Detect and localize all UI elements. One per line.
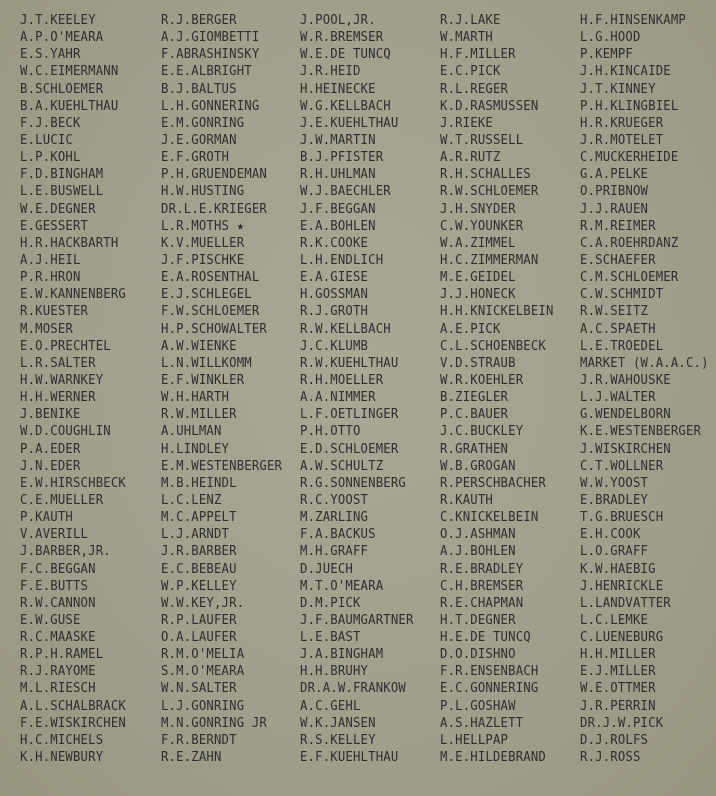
honor-roll-name: E.A.ROSENTHAL	[161, 270, 260, 286]
honor-roll-name: A.C.SPAETH	[580, 321, 656, 337]
honor-roll-name: R.J.ROSS	[580, 750, 641, 766]
honor-roll-name: J.T.KINNEY	[580, 81, 656, 97]
honor-roll-name: J.R.MOTELET	[580, 132, 664, 148]
honor-roll-name: L.E.TROEDEL	[580, 338, 664, 354]
honor-roll-name: L.F.OETLINGER	[300, 407, 399, 423]
honor-roll-name: DR.J.W.PICK	[580, 715, 664, 731]
honor-roll-name: L.H.GONNERING	[161, 98, 260, 114]
honor-roll-name: R.PERSCHBACHER	[440, 475, 546, 491]
honor-roll-name: R.K.COOKE	[300, 235, 369, 251]
honor-roll-name: W.E.DEGNER	[20, 201, 96, 217]
honor-roll-name: C.T.WOLLNER	[580, 458, 664, 474]
honor-roll-name: K.E.WESTENBERGER	[580, 424, 702, 440]
honor-roll-name: R.C.YOOST	[300, 492, 369, 508]
honor-roll-name: E.F.KUEHLTHAU	[300, 750, 399, 766]
honor-roll-name: A.R.RUTZ	[440, 150, 501, 166]
honor-roll-name: A.E.PICK	[440, 321, 501, 337]
honor-roll-name: L.LANDVATTER	[580, 595, 671, 611]
name-column-4	[440, 12, 562, 766]
honor-roll-name: J.R.HEID	[300, 64, 361, 80]
honor-roll-name: W.C.EIMERMANN	[20, 64, 119, 80]
honor-roll-name: R.E.BRADLEY	[440, 561, 524, 577]
honor-roll-name: A.S.HAZLETT	[440, 715, 524, 731]
honor-roll-name: F.R.ENSENBACH	[440, 664, 539, 680]
honor-roll-name: O.PRIBNOW	[580, 184, 649, 200]
honor-roll-name: L.H.ENDLICH	[300, 252, 384, 268]
honor-roll-name: F.ABRASHINSKY	[161, 47, 260, 63]
honor-roll-name: J.A.BINGHAM	[300, 647, 384, 663]
honor-roll-name: E.M.WESTENBERGER	[161, 458, 283, 474]
honor-roll-name: E.GESSERT	[20, 218, 89, 234]
honor-roll-name: G.WENDELBORN	[580, 407, 671, 423]
honor-roll-name: B.J.BALTUS	[161, 81, 237, 97]
honor-roll-name: H.HEINECKE	[300, 81, 376, 97]
honor-roll-name: M.MOSER	[20, 321, 73, 337]
honor-roll-name: K.H.NEWBURY	[20, 750, 104, 766]
honor-roll-name: B.SCHLOEMER	[20, 81, 104, 97]
honor-roll-name: R.J.GROTH	[300, 304, 369, 320]
honor-roll-name: L.J.WALTER	[580, 390, 656, 406]
honor-roll-name: B.ZIEGLER	[440, 390, 509, 406]
honor-roll-name: R.H.UHLMAN	[300, 167, 376, 183]
honor-roll-name: DR.L.E.KRIEGER	[161, 201, 267, 217]
honor-roll-name: H.H.MILLER	[580, 647, 656, 663]
honor-roll-name: V.AVERILL	[20, 527, 89, 543]
honor-roll-name: R.L.REGER	[440, 81, 509, 97]
honor-roll-name: R.J.BERGER	[161, 13, 237, 28]
honor-roll-name: M.N.GONRING JR	[161, 715, 267, 731]
honor-roll-name: C.M.SCHLOEMER	[580, 270, 679, 286]
honor-roll-name: W.G.KELLBACH	[300, 98, 391, 114]
honor-roll-name: E.W.HIRSCHBECK	[20, 475, 126, 491]
honor-roll-name: R.S.KELLEY	[300, 732, 376, 748]
honor-roll-name: A.J.GIOMBETTI	[161, 30, 260, 46]
honor-roll-name: D.JUECH	[300, 561, 353, 577]
honor-roll-name: R.W.KUEHLTHAU	[300, 355, 399, 371]
honor-roll-name: C.W.SCHMIDT	[580, 287, 664, 303]
honor-roll-name: J.J.HONECK	[440, 287, 516, 303]
honor-roll-name: C.W.YOUNKER	[440, 218, 524, 234]
honor-roll-name: P.KAUTH	[20, 510, 73, 526]
honor-roll-name: J.HENRICKLE	[580, 578, 664, 594]
honor-roll-name: B.A.KUEHLTHAU	[20, 98, 119, 114]
honor-roll-name: H.R.KRUEGER	[580, 115, 664, 131]
honor-roll-name: F.C.BEGGAN	[20, 561, 96, 577]
honor-roll-name: F.J.BECK	[20, 115, 81, 131]
honor-roll-name: H.LINDLEY	[161, 441, 230, 457]
honor-roll-name: R.J.RAYOME	[20, 664, 96, 680]
honor-roll-name: R.W.CANNON	[20, 595, 96, 611]
honor-roll-name: E.C.GONNERING	[440, 681, 539, 697]
honor-roll-name: J.W.MARTIN	[300, 132, 376, 148]
honor-roll-name: F.W.SCHLOEMER	[161, 304, 260, 320]
honor-roll-name: W.A.ZIMMEL	[440, 235, 516, 251]
honor-roll-name: V.D.STRAUB	[440, 355, 516, 371]
honor-roll-name: W.K.JANSEN	[300, 715, 376, 731]
honor-roll-name: E.SCHAEFER	[580, 252, 656, 268]
honor-roll-name: E.F.WINKLER	[161, 372, 245, 388]
name-column-1	[20, 12, 134, 766]
honor-roll-name: E.BRADLEY	[580, 492, 649, 508]
honor-roll-name: P.A.EDER	[20, 441, 81, 457]
honor-roll-name: E.J.MILLER	[580, 664, 656, 680]
honor-roll-name: J.F.BAUMGARTNER	[300, 612, 414, 628]
honor-roll-name: J.N.EDER	[20, 458, 81, 474]
honor-roll-name: P.H.OTTO	[300, 424, 361, 440]
honor-roll-name: J.T.KEELEY	[20, 13, 96, 28]
honor-roll-name: H.H.BRUHY	[300, 664, 369, 680]
honor-roll-name: E.LUCIC	[20, 132, 73, 148]
honor-roll-name: S.M.O'MEARA	[161, 664, 245, 680]
honor-roll-name: C.KNICKELBEIN	[440, 510, 539, 526]
honor-roll-name: L.C.LENZ	[161, 492, 222, 508]
honor-roll-name: L.G.HOOD	[580, 30, 641, 46]
honor-roll-name: C.LUENEBURG	[580, 630, 664, 646]
honor-roll-name: J.H.KINCAIDE	[580, 64, 671, 80]
honor-roll-name: J.F.PISCHKE	[161, 252, 245, 268]
honor-roll-name: R.G.SONNENBERG	[300, 475, 406, 491]
honor-roll-name: C.L.SCHOENBECK	[440, 338, 546, 354]
name-column-5	[580, 12, 716, 766]
honor-roll-name: L.P.KOHL	[20, 150, 81, 166]
honor-roll-name: R.H.MOELLER	[300, 372, 384, 388]
honor-roll-name: E.M.GONRING	[161, 115, 245, 131]
honor-roll-name: J.H.SNYDER	[440, 201, 516, 217]
name-column-3	[300, 12, 422, 766]
honor-roll-name: P.L.GOSHAW	[440, 698, 516, 714]
honor-roll-name: M.E.GEIDEL	[440, 270, 516, 286]
honor-roll-name: W.P.KELLEY	[161, 578, 237, 594]
honor-roll-name: J.POOL,JR.	[300, 13, 376, 28]
honor-roll-name: E.D.SCHLOEMER	[300, 441, 399, 457]
honor-roll-name: L.O.GRAFF	[580, 544, 649, 560]
honor-roll-name: H.GOSSMAN	[300, 287, 369, 303]
honor-roll-name: P.R.HRON	[20, 270, 81, 286]
honor-roll-name: J.RIEKE	[440, 115, 493, 131]
honor-roll-name: A.L.SCHALBRACK	[20, 698, 126, 714]
honor-roll-name: O.J.ASHMAN	[440, 527, 516, 543]
honor-roll-name: M.ZARLING	[300, 510, 369, 526]
honor-roll-name: E.F.GROTH	[161, 150, 230, 166]
honor-roll-name: W.MARTH	[440, 30, 493, 46]
honor-roll-name: W.N.SALTER	[161, 681, 237, 697]
honor-roll-name: H.F.MILLER	[440, 47, 516, 63]
honor-roll-name: R.C.MAASKE	[20, 630, 96, 646]
honor-roll-name: T.G.BRUESCH	[580, 510, 664, 526]
honor-roll-name: J.E.GORMAN	[161, 132, 237, 148]
honor-roll-name: W.W.YOOST	[580, 475, 649, 491]
honor-roll-name: W.E.DE TUNCQ	[300, 47, 391, 63]
honor-roll-name: L.HELLPAP	[440, 732, 509, 748]
honor-roll-name: R.M.O'MELIA	[161, 647, 245, 663]
honor-roll-name: H.W.WARNKEY	[20, 372, 104, 388]
honor-roll-name: J.R.PERRIN	[580, 698, 656, 714]
honor-roll-name: E.S.YAHR	[20, 47, 81, 63]
honor-roll-name: J.WISKIRCHEN	[580, 441, 671, 457]
honor-roll-name: J.C.KLUMB	[300, 338, 369, 354]
honor-roll-name: J.F.BEGGAN	[300, 201, 376, 217]
honor-roll-name: E.J.SCHLEGEL	[161, 287, 252, 303]
honor-roll-name: M.E.HILDEBRAND	[440, 750, 546, 766]
honor-roll-name: A.W.SCHULTZ	[300, 458, 384, 474]
honor-roll-name: L.J.ARNDT	[161, 527, 230, 543]
honor-roll-name: W.H.HARTH	[161, 390, 230, 406]
honor-roll-name: L.J.GONRING	[161, 698, 245, 714]
honor-roll-name: G.A.PELKE	[580, 167, 649, 183]
honor-roll-name: R.W.SEITZ	[580, 304, 649, 320]
honor-roll-name: E.C.BEBEAU	[161, 561, 237, 577]
honor-roll-name: L.E.BAST	[300, 630, 361, 646]
honor-roll-name: W.T.RUSSELL	[440, 132, 524, 148]
honor-roll-name: R.GRATHEN	[440, 441, 509, 457]
honor-roll-name: R.W.MILLER	[161, 407, 237, 423]
honor-roll-name: E.W.KANNENBERG	[20, 287, 126, 303]
honor-roll-name: F.E.WISKIRCHEN	[20, 715, 126, 731]
honor-roll-name: R.J.LAKE	[440, 13, 501, 28]
honor-roll-name: F.R.BERNDT	[161, 732, 237, 748]
honor-roll-name: E.W.GUSE	[20, 612, 81, 628]
honor-roll-name: E.H.COOK	[580, 527, 641, 543]
honor-roll-name: P.KEMPF	[580, 47, 633, 63]
honor-roll-name: MARKET (W.A.A.C.)	[580, 355, 709, 371]
honor-roll-name: E.E.ALBRIGHT	[161, 64, 252, 80]
honor-roll-name: K.W.HAEBIG	[580, 561, 656, 577]
honor-roll-name: R.H.SCHALLES	[440, 167, 531, 183]
honor-roll-name: E.C.PICK	[440, 64, 501, 80]
honor-roll-name: P.C.BAUER	[440, 407, 509, 423]
honor-roll-name: J.BENIKE	[20, 407, 81, 423]
honor-roll-name: J.BARBER,JR.	[20, 544, 111, 560]
honor-roll-name: J.E.KUEHLTHAU	[300, 115, 399, 131]
honor-roll-name: R.P.H.RAMEL	[20, 647, 104, 663]
honor-roll-name: J.C.BUCKLEY	[440, 424, 524, 440]
honor-roll-name: R.KAUTH	[440, 492, 493, 508]
honor-roll-name: L.R.MOTHS ★	[161, 218, 245, 234]
honor-roll-name: P.H.KLINGBIEL	[580, 98, 679, 114]
honor-roll-name: B.J.PFISTER	[300, 150, 384, 166]
honor-roll-name: W.J.BAECHLER	[300, 184, 391, 200]
honor-roll-name: F.D.BINGHAM	[20, 167, 104, 183]
honor-roll-name: C.H.BREMSER	[440, 578, 524, 594]
honor-roll-name: H.H.KNICKELBEIN	[440, 304, 554, 320]
honor-roll-name: H.R.HACKBARTH	[20, 235, 119, 251]
honor-roll-name: A.A.NIMMER	[300, 390, 376, 406]
honor-roll-name: W.B.GROGAN	[440, 458, 516, 474]
honor-roll-name: M.H.GRAFF	[300, 544, 369, 560]
honor-roll-name: E.O.PRECHTEL	[20, 338, 111, 354]
honor-roll-name: E.A.GIESE	[300, 270, 369, 286]
honor-roll-name: W.R.KOEHLER	[440, 372, 524, 388]
honor-roll-name: A.J.HEIL	[20, 252, 81, 268]
honor-roll-name: J.R.BARBER	[161, 544, 237, 560]
honor-roll-name: K.D.RASMUSSEN	[440, 98, 539, 114]
honor-roll-name: A.P.O'MEARA	[20, 30, 104, 46]
honor-roll-name: L.N.WILLKOMM	[161, 355, 252, 371]
honor-roll-name: D.M.PICK	[300, 595, 361, 611]
honor-roll-name: C.E.MUELLER	[20, 492, 104, 508]
honor-roll-name: M.B.HEINDL	[161, 475, 237, 491]
honor-roll-name: R.KUESTER	[20, 304, 89, 320]
honor-roll-name: M.T.O'MEARA	[300, 578, 384, 594]
honor-roll-name: C.A.ROEHRDANZ	[580, 235, 679, 251]
honor-roll-name: H.C.ZIMMERMAN	[440, 252, 539, 268]
honor-roll-name: A.W.WIENKE	[161, 338, 237, 354]
honor-roll-name: R.E.ZAHN	[161, 750, 222, 766]
honor-roll-name: H.E.DE TUNCQ	[440, 630, 531, 646]
honor-roll-name: R.P.LAUFER	[161, 612, 237, 628]
honor-roll-name: C.MUCKERHEIDE	[580, 150, 679, 166]
honor-roll-name: J.R.WAHOUSKE	[580, 372, 671, 388]
honor-roll-name: H.C.MICHELS	[20, 732, 104, 748]
honor-roll-name: A.J.BOHLEN	[440, 544, 516, 560]
honor-roll-name: H.H.WERNER	[20, 390, 96, 406]
honor-roll-name: R.E.CHAPMAN	[440, 595, 524, 611]
honor-roll-name: L.C.LEMKE	[580, 612, 649, 628]
honor-roll-name: H.W.HUSTING	[161, 184, 245, 200]
honor-roll-name: A.C.GEHL	[300, 698, 361, 714]
honor-roll-name: W.W.KEY,JR.	[161, 595, 245, 611]
honor-roll-name: J.J.RAUEN	[580, 201, 649, 217]
honor-roll-name: D.J.ROLFS	[580, 732, 649, 748]
honor-roll-name: L.E.BUSWELL	[20, 184, 104, 200]
name-column-2	[161, 12, 291, 766]
honor-roll-name: A.UHLMAN	[161, 424, 222, 440]
honor-roll-name: H.T.DEGNER	[440, 612, 516, 628]
honor-roll-name: F.A.BACKUS	[300, 527, 376, 543]
honor-roll-name: P.H.GRUENDEMAN	[161, 167, 267, 183]
honor-roll-name: D.O.DISHNO	[440, 647, 516, 663]
honor-roll-name: E.A.BOHLEN	[300, 218, 376, 234]
honor-roll-name: DR.A.W.FRANKOW	[300, 681, 406, 697]
honor-roll-name: R.W.KELLBACH	[300, 321, 391, 337]
honor-roll-name: M.C.APPELT	[161, 510, 237, 526]
honor-roll-name: H.P.SCHOWALTER	[161, 321, 267, 337]
honor-roll-name: K.V.MUELLER	[161, 235, 245, 251]
honor-roll-name: M.L.RIESCH	[20, 681, 96, 697]
honor-roll-name: W.R.BREMSER	[300, 30, 384, 46]
honor-roll-name: W.E.OTTMER	[580, 681, 656, 697]
honor-roll-name: R.M.REIMER	[580, 218, 656, 234]
honor-roll-name: W.D.COUGHLIN	[20, 424, 111, 440]
honor-roll-name: R.W.SCHLOEMER	[440, 184, 539, 200]
honor-roll-name: F.E.BUTTS	[20, 578, 89, 594]
honor-roll-name: L.R.SALTER	[20, 355, 96, 371]
honor-roll-name: H.F.HINSENKAMP	[580, 13, 686, 28]
honor-roll-name: O.A.LAUFER	[161, 630, 237, 646]
